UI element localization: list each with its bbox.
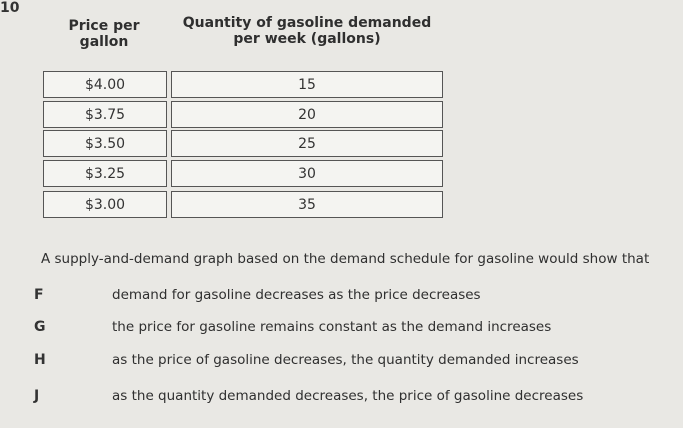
- question-number: 10: [0, 0, 20, 16]
- price-cell: $4.00: [43, 71, 167, 98]
- answer-option-h[interactable]: [0, 352, 683, 372]
- answer-option-j[interactable]: [0, 388, 683, 408]
- price-cell: $3.50: [43, 130, 167, 157]
- option-letter: G: [34, 319, 46, 335]
- option-text: the price for gasoline remains constant as the demand increases: [112, 319, 552, 335]
- quantity-cell: 20: [171, 101, 443, 128]
- answer-option-g[interactable]: [0, 319, 683, 339]
- header-quantity: Quantity of gasoline demanded per week (gallons): [182, 15, 432, 47]
- price-cell: $3.00: [43, 191, 167, 218]
- quantity-cell: 30: [171, 160, 443, 187]
- answer-option-f[interactable]: [0, 287, 683, 307]
- quantity-cell: 15: [171, 71, 443, 98]
- option-letter: J: [34, 388, 40, 404]
- option-letter: H: [34, 352, 46, 368]
- demand-schedule-table: [43, 10, 443, 220]
- price-cell: $3.25: [43, 160, 167, 187]
- option-letter: F: [34, 287, 44, 303]
- quantity-cell: 25: [171, 130, 443, 157]
- quantity-cell: 35: [171, 191, 443, 218]
- option-text: as the price of gasoline decreases, the quantity demanded increases: [112, 352, 579, 368]
- option-text: as the quantity demanded decreases, the price of gasoline decreases: [112, 388, 584, 404]
- header-price: Price per gallon: [68, 18, 140, 50]
- question-text: A supply-and-demand graph based on the demand schedule for gasoline would show that: [41, 251, 650, 267]
- price-cell: $3.75: [43, 101, 167, 128]
- option-text: demand for gasoline decreases as the price decreases: [112, 287, 481, 303]
